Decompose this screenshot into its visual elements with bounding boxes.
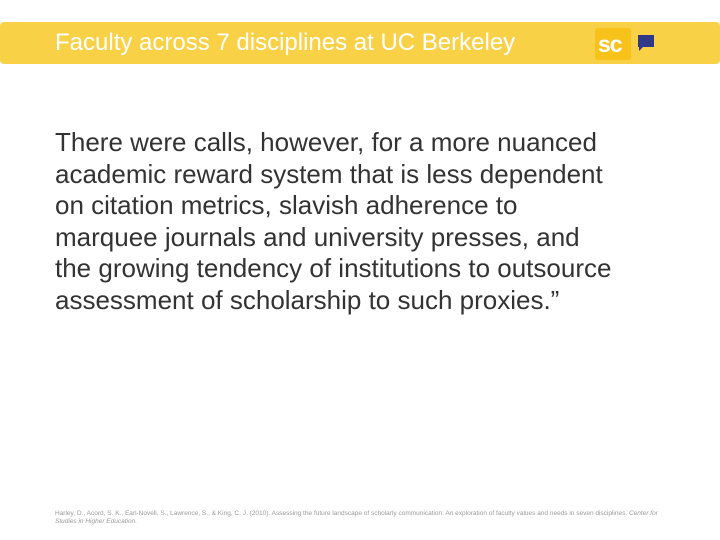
citation-footnote: [55, 510, 665, 526]
slide-title: Faculty across 7 disciplines at UC Berkeley: [55, 29, 516, 56]
logo-text: sc: [598, 31, 622, 57]
sc-logo-icon: [595, 28, 661, 60]
logo-box: [595, 28, 631, 60]
title-bar: [0, 22, 720, 64]
citation-text: Harley, D., Acord, S. K., Earl-Novell, S., Lawrence, S., & King, C. J. (2010). Assessing the future landscape of scholarly communication: An exploration of faculty values and needs in seven disciplines.: [55, 510, 629, 517]
speech-bubble-icon: [636, 33, 656, 53]
citation-source: Center for Studies in Higher Education.: [55, 510, 658, 525]
slide-body-text: There were calls, however, for a more nuanced academic reward system that is less dependent on citation metrics, slavish adherence to marquee journals and university presses, and the growing tendency of institutions to outsource assessment of scholarship to such proxies.”: [55, 127, 612, 315]
